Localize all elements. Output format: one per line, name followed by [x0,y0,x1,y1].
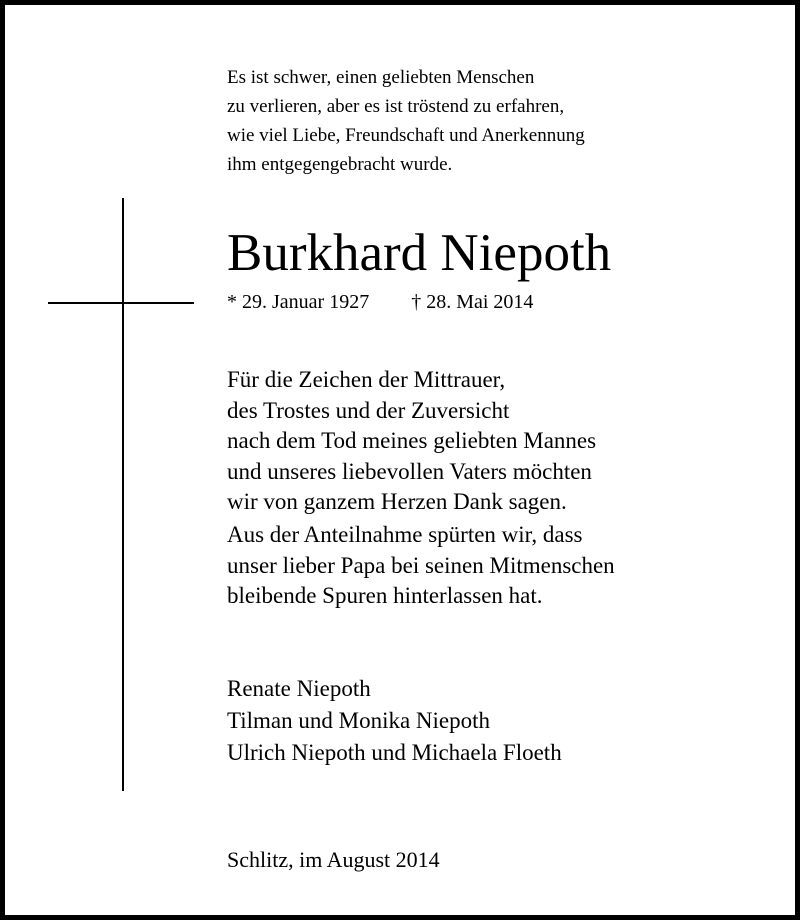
cross-horizontal-bar [48,302,194,304]
opening-quote [227,63,585,179]
place-and-date: Schlitz, im August 2014 [227,847,440,872]
thanks-line: Für die Zeichen der Mittrauer, [227,367,506,392]
comfort-line: bleibende Spuren hinterlassen hat. [227,583,543,608]
thanks-line: wir von ganzem Herzen Dank sagen. [227,489,567,514]
comfort-line: unser lieber Papa bei seinen Mitmenschen [227,552,615,578]
family-member: Tilman und Monika Niepoth [227,708,491,733]
thanks-line: des Trostes und der Zuversicht [227,397,510,423]
quote-line: ihm entgegengebracht wurde. [227,154,453,175]
thanks-paragraph [227,365,596,518]
thanks-line: und unseres liebevollen Vaters möchten [227,458,592,484]
thanks-line: nach dem Tod meines geliebten Mannes [227,428,597,453]
family-member: Renate Niepoth [227,676,371,701]
comfort-line: Aus der Anteilnahme spürten wir, dass [227,522,583,547]
quote-line: zu verlieren, aber es ist tröstend zu erfahren, [227,96,565,117]
death-date: † 28. Mai 2014 [411,291,534,313]
comfort-paragraph [227,520,615,612]
family-signatures [227,673,562,769]
deceased-name: Burkhard Niepoth [227,224,612,282]
family-member: Ulrich Niepoth und Michaela Floeth [227,740,562,765]
life-dates [227,289,533,315]
quote-line: wie viel Liebe, Freundschaft und Anerkennung [227,125,585,146]
quote-line: Es ist schwer, einen geliebten Menschen [227,67,535,88]
birth-date: * 29. Januar 1927 [227,291,370,313]
cross-vertical-bar [122,198,124,791]
